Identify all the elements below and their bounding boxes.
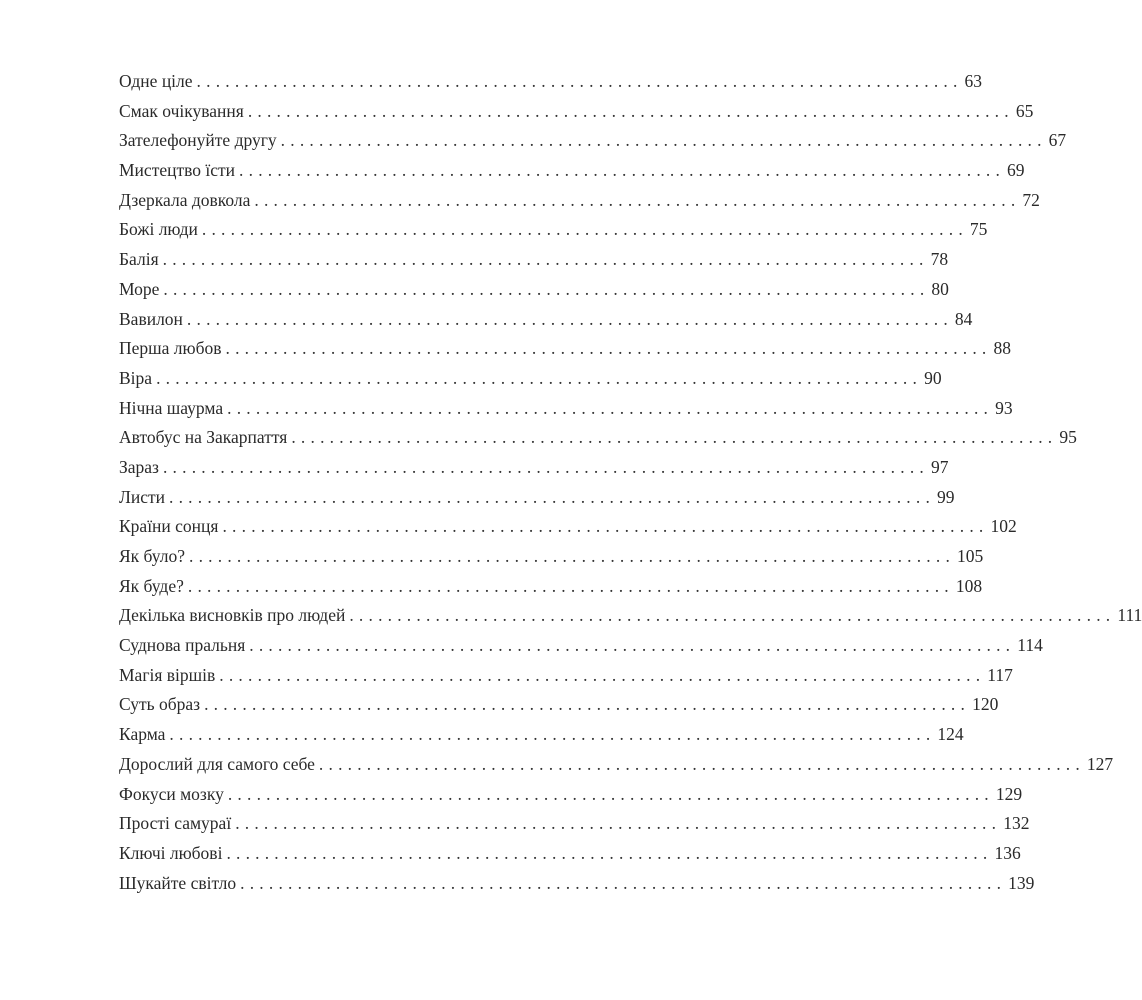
leader-dots: ................................................................................: [219, 664, 986, 685]
toc-entry[interactable]: [119, 338, 1011, 368]
table-of-contents: [119, 71, 1142, 902]
leader-dots: ................................................................................: [240, 872, 1007, 893]
leader-dots: ................................................................................: [239, 160, 1006, 181]
toc-entry[interactable]: [119, 546, 984, 576]
toc-entry[interactable]: [119, 367, 942, 398]
toc-entry-page: 78: [930, 249, 949, 270]
toc-entry-title: Суть образ: [119, 694, 201, 715]
toc-entry-title: Ключі любові: [119, 842, 223, 863]
toc-entry[interactable]: [119, 872, 1035, 903]
toc-entry-title: Листи: [119, 486, 166, 507]
toc-entry-title: Нічна шаурма: [119, 397, 224, 418]
toc-entry-title: Смак очікування: [119, 100, 244, 121]
toc-entry-title: Одне ціле: [119, 71, 193, 91]
leader-dots: ................................................................................: [280, 130, 1047, 151]
toc-entry-title: Декілька висновків про людей: [119, 605, 346, 626]
toc-entry[interactable]: [119, 71, 983, 101]
toc-entry[interactable]: [119, 753, 1114, 784]
toc-entry-page: 88: [993, 338, 1011, 359]
leader-dots: ................................................................................: [186, 308, 953, 329]
leader-dots: ................................................................................: [201, 219, 968, 240]
toc-entry-page: 117: [987, 664, 1013, 685]
toc-entry-page: 105: [957, 546, 984, 566]
toc-entry-title: Море: [119, 278, 160, 299]
leader-dots: ................................................................................: [291, 427, 1058, 448]
leader-dots: ................................................................................: [225, 338, 992, 359]
toc-entry-title: Віра: [119, 367, 153, 388]
toc-entry-title: Мистецтво їсти: [119, 160, 236, 181]
leader-dots: ................................................................................: [163, 278, 930, 299]
leader-dots: ................................................................................: [196, 71, 963, 91]
toc-entry-page: 67: [1048, 130, 1067, 151]
toc-entry-title: Прості самураї: [119, 813, 232, 834]
toc-entry-title: Дзеркала довкола: [119, 189, 251, 210]
toc-entry-page: 93: [995, 397, 1013, 418]
toc-entry-title: Країни сонця: [119, 516, 219, 537]
toc-entry[interactable]: [119, 130, 1067, 160]
toc-entry[interactable]: [119, 783, 1023, 814]
toc-entry[interactable]: [119, 635, 1043, 665]
toc-entry[interactable]: [119, 456, 949, 487]
toc-entry[interactable]: [119, 160, 1025, 190]
toc-entry-title: Зателефонуйте другу: [119, 130, 277, 151]
toc-entry[interactable]: [119, 219, 988, 249]
toc-entry-page: 84: [954, 308, 973, 329]
toc-entry[interactable]: [119, 724, 964, 754]
toc-entry[interactable]: [119, 278, 949, 309]
leader-dots: ................................................................................: [169, 486, 936, 507]
leader-dots: ................................................................................: [227, 397, 994, 418]
leader-dots: ................................................................................: [349, 605, 1116, 626]
toc-entry[interactable]: [119, 189, 1040, 220]
leader-dots: ................................................................................: [189, 546, 956, 566]
leader-dots: ................................................................................: [169, 724, 936, 745]
toc-entry-title: Вавилон: [119, 308, 183, 329]
toc-entry[interactable]: [119, 308, 973, 339]
leader-dots: ................................................................................: [227, 783, 994, 804]
toc-entry[interactable]: [119, 427, 1077, 457]
toc-entry[interactable]: [119, 664, 1013, 695]
toc-entry-title: Божі люди: [119, 219, 198, 240]
leader-dots: ................................................................................: [156, 367, 923, 388]
toc-entry-page: 75: [969, 219, 988, 240]
toc-entry-page: 114: [1017, 635, 1043, 656]
toc-entry-title: Як було?: [119, 546, 186, 566]
toc-entry-title: Перша любов: [119, 338, 222, 359]
toc-entry[interactable]: [119, 397, 1013, 428]
leader-dots: ................................................................................: [222, 516, 989, 537]
toc-entry-title: Як буде?: [119, 575, 184, 596]
toc-entry[interactable]: [119, 249, 949, 279]
toc-entry-title: Автобус на Закарпаття: [119, 427, 288, 448]
toc-entry[interactable]: [119, 694, 999, 724]
toc-entry-title: Суднова пральня: [119, 635, 246, 656]
toc-entry-title: Балія: [119, 249, 159, 270]
leader-dots: ................................................................................: [162, 249, 929, 270]
toc-entry[interactable]: [119, 813, 1030, 843]
toc-entry-page: 63: [964, 71, 983, 91]
toc-entry-page: 120: [972, 694, 999, 715]
leader-dots: ................................................................................: [254, 189, 1021, 210]
toc-entry-page: 90: [924, 367, 942, 388]
leader-dots: ................................................................................: [318, 753, 1085, 774]
toc-entry[interactable]: [119, 842, 1021, 873]
toc-entry-page: 102: [990, 516, 1017, 537]
toc-entry-page: 97: [930, 456, 949, 477]
leader-dots: ................................................................................: [249, 635, 1016, 656]
toc-entry-page: 108: [955, 575, 983, 596]
toc-entry-page: 129: [995, 783, 1023, 804]
toc-entry-title: Шукайте світло: [119, 872, 237, 893]
toc-entry-page: 111: [1117, 605, 1142, 626]
toc-entry-title: Зараз: [119, 456, 159, 477]
toc-entry-page: 127: [1086, 753, 1114, 774]
toc-entry[interactable]: [119, 100, 1034, 131]
toc-entry-page: 80: [931, 278, 949, 299]
leader-dots: ................................................................................: [162, 456, 929, 477]
toc-entry-page: 95: [1059, 427, 1077, 448]
leader-dots: ................................................................................: [247, 100, 1014, 121]
leader-dots: ................................................................................: [226, 842, 993, 863]
leader-dots: ................................................................................: [235, 813, 1002, 834]
toc-entry[interactable]: [119, 516, 1017, 546]
toc-entry-page: 69: [1007, 160, 1025, 181]
toc-entry-page: 124: [937, 724, 964, 745]
toc-entry[interactable]: [119, 575, 983, 606]
toc-entry-page: 65: [1015, 100, 1034, 121]
toc-entry-title: Дорослий для самого себе: [119, 753, 315, 774]
leader-dots: ................................................................................: [187, 575, 954, 596]
toc-entry-title: Фокуси мозку: [119, 783, 224, 804]
toc-entry-title: Магія віршів: [119, 664, 216, 685]
toc-entry-page: 72: [1022, 189, 1040, 210]
leader-dots: ................................................................................: [204, 694, 971, 715]
toc-entry[interactable]: [119, 605, 1142, 635]
toc-entry-page: 132: [1003, 813, 1030, 834]
toc-entry-title: Карма: [119, 724, 166, 745]
toc-entry-page: 99: [937, 486, 955, 507]
toc-entry-page: 136: [994, 842, 1021, 863]
toc-entry[interactable]: [119, 486, 955, 517]
toc-entry-page: 139: [1008, 872, 1035, 893]
